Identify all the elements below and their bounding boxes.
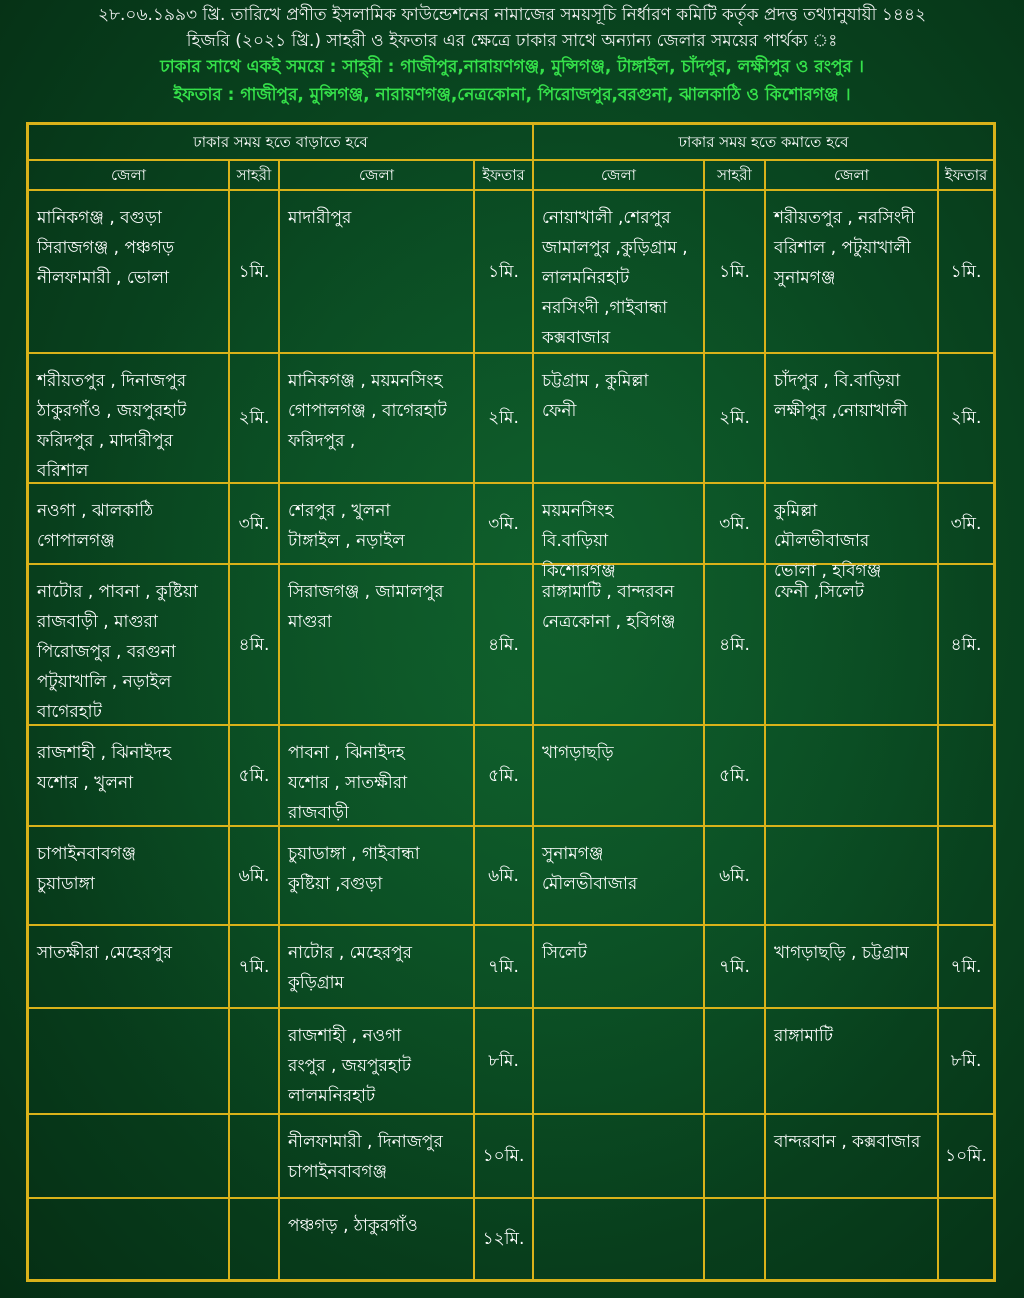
district-line: সুনামগঞ্জ (542, 844, 604, 864)
header-line-2: হিজরি (২০২১ খ্রি.) সাহরী ও ইফতার এর ক্ষেত্রে ঢাকার সাথে অন্যান্য জেলার সময়ের পার্থক্য ঃ (186, 31, 838, 51)
district-line: ভোলা , হবিগঞ্জ (774, 561, 882, 581)
district-line: রংপুর , জয়পুরহাট (288, 1056, 412, 1076)
district-line: পাবনা , ঝিনাইদহ (288, 743, 405, 763)
add-sehri-minutes: ৬মি. (229, 826, 279, 925)
district-line: বরিশাল (37, 461, 89, 481)
district-line: রাজশাহী , ঝিনাইদহ (37, 743, 171, 763)
district-line: চাপাইনবাবগঞ্জ (37, 844, 137, 864)
sub-iftar-minutes: ৭মি. (938, 925, 994, 1008)
district-line: চুয়াডাঙ্গা , গাইবান্ধা (288, 844, 420, 864)
district-line: পঞ্চগড় , ঠাকুরগাঁও (288, 1216, 418, 1236)
add-iftar-minutes: ৩মি. (474, 483, 533, 564)
add-iftar-minutes: ১২মি. (474, 1198, 533, 1280)
add-sehri-minutes: ৪মি. (229, 564, 279, 725)
col-header-iftar: ইফতার (938, 160, 994, 190)
district-line: শরীয়তপুর , দিনাজপুর (37, 371, 187, 391)
add-sehri-districts (28, 826, 229, 925)
sub-sehri-districts (533, 1008, 704, 1114)
district-line: রাজবাড়ী , মাগুরা (37, 612, 158, 632)
add-sehri-districts (28, 483, 229, 564)
district-line: শরীয়তপুর , নরসিংদী (774, 208, 915, 228)
district-line: চাপাইনবাবগঞ্জ (288, 1162, 388, 1182)
sub-sehri-districts (533, 826, 704, 925)
district-line: বান্দরবান , কক্সবাজার (774, 1132, 921, 1152)
add-iftar-districts (279, 483, 474, 564)
district-line: নরসিংদী ,গাইবান্ধা (542, 298, 668, 318)
district-line: মানিকগঞ্জ , ময়মনসিংহ (288, 371, 443, 391)
add-sehri-minutes: ৩মি. (229, 483, 279, 564)
district-line: ঠাকুরগাঁও , জয়পুরহাট (37, 401, 187, 421)
sub-sehri-districts (533, 1198, 704, 1280)
sub-iftar-districts (765, 725, 938, 826)
header-same-time-iftar: ইফতার : গাজীপুর, মুন্সিগঞ্জ, নারায়ণগঞ্জ,নেত্রকোনা, পিরোজপুর,বরগুনা, ঝালকাঠি ও কিশোরগঞ্জ । (173, 85, 851, 105)
district-line: শেরপুর , খুলনা (288, 501, 391, 521)
sub-sehri-districts (533, 725, 704, 826)
add-iftar-districts (279, 725, 474, 826)
district-line: বরিশাল , পটুয়াখালী (774, 238, 911, 258)
sub-sehri-districts (533, 564, 704, 725)
section-header-add: ঢাকার সময় হতে বাড়াতে হবে (28, 124, 533, 160)
district-line: পটুয়াখালি , নড়াইল (37, 672, 172, 692)
sub-sehri-minutes: ৭মি. (704, 925, 765, 1008)
col-header-district: জেলা (279, 160, 474, 190)
district-line: মৌলভীবাজার (542, 874, 638, 894)
district-line: জামালপুর ,কুড়িগ্রাম , (542, 238, 688, 258)
add-sehri-minutes: ৭মি. (229, 925, 279, 1008)
district-line: চুয়াডাঙ্গা (37, 874, 95, 894)
district-line: রাঙ্গামাটি , বান্দরবন (542, 582, 675, 602)
district-line: বি.বাড়িয়া (542, 531, 609, 551)
add-sehri-minutes (229, 1008, 279, 1114)
add-iftar-districts (279, 190, 474, 353)
sub-iftar-districts (765, 483, 938, 581)
add-iftar-minutes: ৭মি. (474, 925, 533, 1008)
district-line: কুড়িগ্রাম (288, 973, 344, 993)
add-iftar-minutes: ১০মি. (474, 1114, 533, 1198)
district-line: চট্টগ্রাম , কুমিল্লা (542, 371, 649, 391)
section-header-subtract: ঢাকার সময় হতে কমাতে হবে (533, 124, 994, 160)
district-line: বাগেরহাট (37, 702, 102, 722)
district-line: যশোর , সাতক্ষীরা (288, 773, 408, 793)
sub-sehri-minutes: ২মি. (704, 353, 765, 483)
sub-sehri-minutes: ৪মি. (704, 564, 765, 725)
add-sehri-districts (28, 725, 229, 826)
sub-iftar-districts (765, 1114, 938, 1198)
add-iftar-districts (279, 1114, 474, 1198)
header-same-time-sehri: ঢাকার সাথে একই সময়ে : সাহ্‌রী : গাজীপুর,নারায়ণগঞ্জ, মুন্সিগঞ্জ, টাঙ্গাইল, চাঁদপুর, লক্ষীপুর ও রংপুর । (160, 57, 864, 77)
sub-iftar-minutes (938, 1198, 994, 1280)
district-line: কিশোরগঞ্জ (542, 561, 616, 581)
sub-sehri-minutes (704, 1198, 765, 1280)
sub-iftar-minutes: ২মি. (938, 353, 994, 483)
district-line: রাজবাড়ী (288, 803, 349, 823)
sub-iftar-districts (765, 564, 938, 725)
district-line: ময়মনসিংহ (542, 501, 614, 521)
district-line: কুমিল্লা (774, 501, 818, 521)
add-iftar-districts (279, 1198, 474, 1280)
sub-iftar-minutes: ৩মি. (938, 483, 994, 564)
district-line: ফেনী ,সিলেট (774, 582, 864, 602)
district-line: গোপালগঞ্জ (37, 531, 115, 551)
sub-iftar-minutes: ১মি. (938, 190, 994, 353)
district-line: মাগুরা (288, 612, 332, 632)
sub-sehri-minutes: ৫মি. (704, 725, 765, 826)
district-line: নওগা , ঝালকাঠি (37, 501, 154, 521)
district-line: ফেনী (542, 401, 577, 421)
district-line: গোপালগঞ্জ , বাগেরহাট (288, 401, 447, 421)
sub-iftar-minutes: ১০মি. (938, 1114, 994, 1198)
add-iftar-districts (279, 826, 474, 925)
sub-iftar-districts (765, 190, 938, 353)
district-line: যশোর , খুলনা (37, 773, 134, 793)
sub-sehri-districts (533, 925, 704, 1008)
add-iftar-minutes: ৮মি. (474, 1008, 533, 1114)
col-header-district: জেলা (765, 160, 938, 190)
district-line: ফরিদপুর , মাদারীপুর (37, 431, 174, 451)
add-sehri-districts (28, 1198, 229, 1280)
time-difference-table (26, 122, 996, 1282)
district-line: লালমনিরহাট (542, 268, 630, 288)
add-iftar-minutes: ১মি. (474, 190, 533, 353)
district-line: সুনামগঞ্জ (774, 268, 836, 288)
add-iftar-districts (279, 925, 474, 1008)
add-sehri-minutes (229, 1198, 279, 1280)
district-line: রাজশাহী , নওগা (288, 1026, 402, 1046)
sub-sehri-districts (533, 1114, 704, 1198)
sub-iftar-districts (765, 353, 938, 483)
district-line: খাগড়াছড়ি (542, 743, 614, 763)
col-header-district: জেলা (533, 160, 704, 190)
district-line: নীলফামারী , দিনাজপুর (288, 1132, 443, 1152)
sub-iftar-minutes: ৮মি. (938, 1008, 994, 1114)
add-sehri-districts (28, 353, 229, 483)
district-line: নাটোর , পাবনা , কুষ্টিয়া (37, 582, 198, 602)
sub-iftar-minutes: ৪মি. (938, 564, 994, 725)
sub-sehri-minutes: ১মি. (704, 190, 765, 353)
add-sehri-minutes: ১মি. (229, 190, 279, 353)
sub-iftar-districts (765, 925, 938, 1008)
col-header-sehri: সাহরী (229, 160, 279, 190)
district-line: খাগড়াছড়ি , চট্টগ্রাম (774, 943, 909, 963)
col-header-district: জেলা (28, 160, 229, 190)
add-sehri-districts (28, 190, 229, 353)
district-line: মৌলভীবাজার (774, 531, 870, 551)
district-line: লক্ষীপুর ,নোয়াখালী (774, 401, 908, 421)
add-iftar-districts (279, 353, 474, 483)
add-sehri-districts (28, 564, 229, 725)
sub-sehri-districts (533, 190, 704, 353)
sub-sehri-districts (533, 483, 704, 581)
district-line: রাঙ্গামাটি (774, 1026, 833, 1046)
sub-sehri-minutes: ৬মি. (704, 826, 765, 925)
header-line-1: ২৮.০৬.১৯৯৩ খ্রি. তারিখে প্রণীত ইসলামিক ফাউন্ডেশনের নামাজের সময়সূচি নির্ধারণ কমিটি কর্তৃক প্রদত্ত তথ্যানুযায়ী ১৪৪২ (97, 5, 927, 25)
sub-sehri-minutes: ৩মি. (704, 483, 765, 564)
col-header-sehri: সাহরী (704, 160, 765, 190)
add-sehri-minutes (229, 1114, 279, 1198)
district-line: সাতক্ষীরা ,মেহেরপুর (37, 943, 172, 963)
sub-iftar-minutes (938, 826, 994, 925)
add-iftar-minutes: ২মি. (474, 353, 533, 483)
district-line: ফরিদপুর , (288, 431, 356, 451)
add-iftar-minutes: ৬মি. (474, 826, 533, 925)
district-line: সিরাজগঞ্জ , জামালপুর (288, 582, 444, 602)
district-line: সিলেট (542, 943, 587, 963)
sub-sehri-minutes (704, 1114, 765, 1198)
district-line: নাটোর , মেহেরপুর (288, 943, 413, 963)
sub-iftar-districts (765, 826, 938, 925)
district-line: মানিকগঞ্জ , বগুড়া (37, 208, 162, 228)
district-line: চাঁদপুর , বি.বাড়িয়া (774, 371, 901, 391)
col-header-iftar: ইফতার (474, 160, 533, 190)
district-line: পিরোজপুর , বরগুনা (37, 642, 176, 662)
sub-iftar-districts (765, 1198, 938, 1280)
add-sehri-districts (28, 1114, 229, 1198)
add-iftar-districts (279, 564, 474, 725)
district-line: কক্সবাজার (542, 328, 611, 348)
sub-sehri-minutes (704, 1008, 765, 1114)
district-line: সিরাজগঞ্জ , পঞ্চগড় (37, 238, 175, 258)
sub-iftar-minutes (938, 725, 994, 826)
add-sehri-minutes: ৫মি. (229, 725, 279, 826)
district-line: কুষ্টিয়া ,বগুড়া (288, 874, 383, 894)
district-line: নোয়াখালী ,শেরপুর (542, 208, 671, 228)
add-iftar-districts (279, 1008, 474, 1114)
add-iftar-minutes: ৪মি. (474, 564, 533, 725)
district-line: নেত্রকোনা , হবিগঞ্জ (542, 612, 676, 632)
district-line: টাঙ্গাইল , নড়াইল (288, 531, 405, 551)
sub-iftar-districts (765, 1008, 938, 1114)
add-sehri-districts (28, 1008, 229, 1114)
add-sehri-minutes: ২মি. (229, 353, 279, 483)
sub-sehri-districts (533, 353, 704, 483)
district-line: মাদারীপুর (288, 208, 352, 228)
district-line: লালমনিরহাট (288, 1086, 376, 1106)
district-line: নীলফামারী , ভোলা (37, 268, 169, 288)
add-iftar-minutes: ৫মি. (474, 725, 533, 826)
add-sehri-districts (28, 925, 229, 1008)
